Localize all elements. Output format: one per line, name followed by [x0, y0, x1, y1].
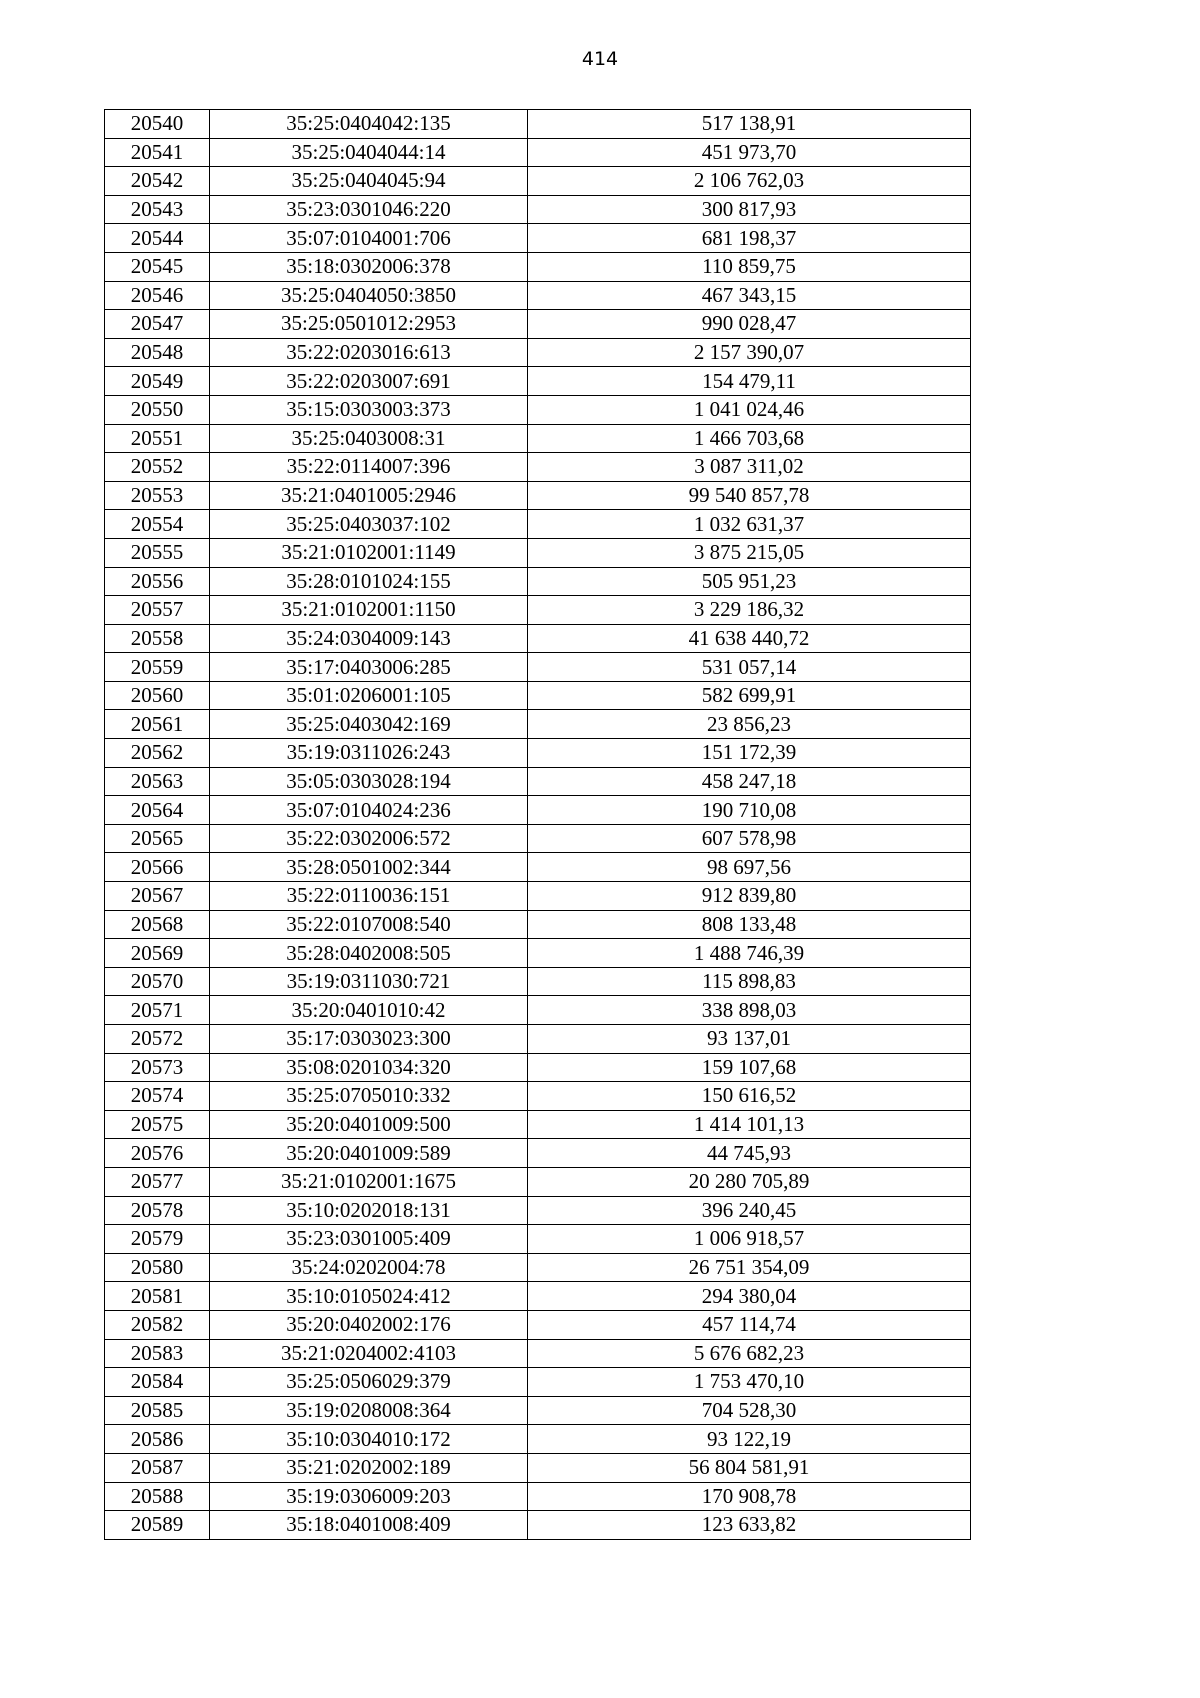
value-cell: 1 032 631,37 [528, 510, 971, 539]
value-cell: 1 753 470,10 [528, 1368, 971, 1397]
row-number-cell: 20583 [105, 1339, 210, 1368]
value-cell: 154 479,11 [528, 367, 971, 396]
value-cell: 1 466 703,68 [528, 424, 971, 453]
value-cell: 5 676 682,23 [528, 1339, 971, 1368]
cadastral-number-cell: 35:23:0301005:409 [210, 1225, 528, 1254]
cadastral-number-cell: 35:17:0403006:285 [210, 653, 528, 682]
value-cell: 2 106 762,03 [528, 167, 971, 196]
cadastral-number-cell: 35:19:0311030:721 [210, 967, 528, 996]
row-number-cell: 20576 [105, 1139, 210, 1168]
cadastral-number-cell: 35:20:0402002:176 [210, 1310, 528, 1339]
row-number-cell: 20542 [105, 167, 210, 196]
value-cell: 3 087 311,02 [528, 453, 971, 482]
cadastral-number-cell: 35:08:0201034:320 [210, 1053, 528, 1082]
table-row [105, 796, 971, 825]
table-row [105, 138, 971, 167]
cadastral-number-cell: 35:21:0401005:2946 [210, 481, 528, 510]
row-number-cell: 20549 [105, 367, 210, 396]
cadastral-number-cell: 35:21:0204002:4103 [210, 1339, 528, 1368]
table-row [105, 567, 971, 596]
row-number-cell: 20562 [105, 739, 210, 768]
row-number-cell: 20568 [105, 910, 210, 939]
row-number-cell: 20585 [105, 1396, 210, 1425]
row-number-cell: 20587 [105, 1453, 210, 1482]
table-row [105, 1053, 971, 1082]
table-row [105, 824, 971, 853]
cadastral-number-cell: 35:22:0203007:691 [210, 367, 528, 396]
table-row [105, 1139, 971, 1168]
value-cell: 912 839,80 [528, 882, 971, 911]
cadastral-number-cell: 35:19:0306009:203 [210, 1482, 528, 1511]
row-number-cell: 20547 [105, 310, 210, 339]
table-row [105, 1511, 971, 1540]
value-cell: 467 343,15 [528, 281, 971, 310]
table-row [105, 281, 971, 310]
page-number: 414 [581, 48, 619, 70]
cadastral-number-cell: 35:25:0501012:2953 [210, 310, 528, 339]
table-row [105, 1167, 971, 1196]
row-number-cell: 20569 [105, 939, 210, 968]
cadastral-number-cell: 35:21:0102001:1150 [210, 596, 528, 625]
cadastral-number-cell: 35:24:0304009:143 [210, 624, 528, 653]
value-cell: 41 638 440,72 [528, 624, 971, 653]
table-row [105, 882, 971, 911]
table-row [105, 310, 971, 339]
row-number-cell: 20589 [105, 1511, 210, 1540]
value-cell: 151 172,39 [528, 739, 971, 768]
row-number-cell: 20563 [105, 767, 210, 796]
value-cell: 300 817,93 [528, 195, 971, 224]
table-row [105, 424, 971, 453]
row-number-cell: 20577 [105, 1167, 210, 1196]
value-cell: 93 137,01 [528, 1025, 971, 1054]
table-row [105, 767, 971, 796]
value-cell: 681 198,37 [528, 224, 971, 253]
cadastral-number-cell: 35:05:0303028:194 [210, 767, 528, 796]
row-number-cell: 20575 [105, 1110, 210, 1139]
value-cell: 531 057,14 [528, 653, 971, 682]
row-number-cell: 20556 [105, 567, 210, 596]
cadastral-number-cell: 35:25:0403008:31 [210, 424, 528, 453]
value-cell: 159 107,68 [528, 1053, 971, 1082]
table-row [105, 252, 971, 281]
cadastral-number-cell: 35:28:0402008:505 [210, 939, 528, 968]
row-number-cell: 20559 [105, 653, 210, 682]
table-row [105, 453, 971, 482]
cadastral-number-cell: 35:01:0206001:105 [210, 681, 528, 710]
cadastral-number-cell: 35:25:0404042:135 [210, 110, 528, 139]
value-cell: 170 908,78 [528, 1482, 971, 1511]
table-row [105, 1368, 971, 1397]
table-row [105, 1482, 971, 1511]
row-number-cell: 20553 [105, 481, 210, 510]
cadastral-number-cell: 35:15:0303003:373 [210, 395, 528, 424]
cadastral-number-cell: 35:25:0404050:3850 [210, 281, 528, 310]
cadastral-number-cell: 35:10:0105024:412 [210, 1282, 528, 1311]
table-row [105, 1396, 971, 1425]
cadastral-number-cell: 35:28:0101024:155 [210, 567, 528, 596]
cadastral-number-cell: 35:25:0404044:14 [210, 138, 528, 167]
cadastral-number-cell: 35:19:0208008:364 [210, 1396, 528, 1425]
table-row [105, 395, 971, 424]
row-number-cell: 20588 [105, 1482, 210, 1511]
value-cell: 56 804 581,91 [528, 1453, 971, 1482]
table-row [105, 110, 971, 139]
cadastral-number-cell: 35:28:0501002:344 [210, 853, 528, 882]
row-number-cell: 20574 [105, 1082, 210, 1111]
value-cell: 123 633,82 [528, 1511, 971, 1540]
row-number-cell: 20557 [105, 596, 210, 625]
cadastral-number-cell: 35:25:0404045:94 [210, 167, 528, 196]
value-cell: 1 414 101,13 [528, 1110, 971, 1139]
table-row [105, 1025, 971, 1054]
row-number-cell: 20551 [105, 424, 210, 453]
row-number-cell: 20545 [105, 252, 210, 281]
table-row [105, 1196, 971, 1225]
table-row [105, 367, 971, 396]
value-cell: 99 540 857,78 [528, 481, 971, 510]
table-row [105, 1110, 971, 1139]
value-cell: 607 578,98 [528, 824, 971, 853]
value-cell: 98 697,56 [528, 853, 971, 882]
cadastral-number-cell: 35:22:0107008:540 [210, 910, 528, 939]
table-row [105, 739, 971, 768]
value-cell: 294 380,04 [528, 1282, 971, 1311]
cadastral-number-cell: 35:22:0203016:613 [210, 338, 528, 367]
value-cell: 3 229 186,32 [528, 596, 971, 625]
table-row [105, 910, 971, 939]
row-number-cell: 20546 [105, 281, 210, 310]
row-number-cell: 20566 [105, 853, 210, 882]
value-cell: 190 710,08 [528, 796, 971, 825]
table-row [105, 996, 971, 1025]
table-row [105, 853, 971, 882]
value-cell: 26 751 354,09 [528, 1253, 971, 1282]
cadastral-number-cell: 35:22:0302006:572 [210, 824, 528, 853]
cadastral-value-table [104, 109, 971, 1540]
row-number-cell: 20570 [105, 967, 210, 996]
row-number-cell: 20558 [105, 624, 210, 653]
cadastral-number-cell: 35:25:0403042:169 [210, 710, 528, 739]
cadastral-number-cell: 35:19:0311026:243 [210, 739, 528, 768]
cadastral-number-cell: 35:21:0102001:1675 [210, 1167, 528, 1196]
value-cell: 990 028,47 [528, 310, 971, 339]
cadastral-number-cell: 35:25:0506029:379 [210, 1368, 528, 1397]
row-number-cell: 20548 [105, 338, 210, 367]
value-cell: 2 157 390,07 [528, 338, 971, 367]
cadastral-number-cell: 35:10:0304010:172 [210, 1425, 528, 1454]
value-cell: 150 616,52 [528, 1082, 971, 1111]
cadastral-number-cell: 35:25:0403037:102 [210, 510, 528, 539]
table-row [105, 1425, 971, 1454]
table-row [105, 1253, 971, 1282]
table-row [105, 1453, 971, 1482]
table-row [105, 1310, 971, 1339]
table-row [105, 224, 971, 253]
row-number-cell: 20571 [105, 996, 210, 1025]
table-row [105, 653, 971, 682]
row-number-cell: 20586 [105, 1425, 210, 1454]
cadastral-number-cell: 35:22:0114007:396 [210, 453, 528, 482]
table-row [105, 939, 971, 968]
cadastral-number-cell: 35:07:0104001:706 [210, 224, 528, 253]
table-row [105, 710, 971, 739]
row-number-cell: 20573 [105, 1053, 210, 1082]
cadastral-number-cell: 35:23:0301046:220 [210, 195, 528, 224]
value-cell: 1 006 918,57 [528, 1225, 971, 1254]
row-number-cell: 20584 [105, 1368, 210, 1397]
table-row [105, 338, 971, 367]
table-row [105, 538, 971, 567]
row-number-cell: 20572 [105, 1025, 210, 1054]
value-cell: 396 240,45 [528, 1196, 971, 1225]
cadastral-number-cell: 35:21:0102001:1149 [210, 538, 528, 567]
cadastral-number-cell: 35:20:0401010:42 [210, 996, 528, 1025]
row-number-cell: 20564 [105, 796, 210, 825]
table-row [105, 596, 971, 625]
row-number-cell: 20552 [105, 453, 210, 482]
table-row [105, 967, 971, 996]
cadastral-number-cell: 35:24:0202004:78 [210, 1253, 528, 1282]
value-cell: 704 528,30 [528, 1396, 971, 1425]
row-number-cell: 20578 [105, 1196, 210, 1225]
table-row [105, 195, 971, 224]
table-row [105, 624, 971, 653]
data-table-container [104, 109, 971, 1540]
row-number-cell: 20560 [105, 681, 210, 710]
row-number-cell: 20550 [105, 395, 210, 424]
row-number-cell: 20565 [105, 824, 210, 853]
cadastral-number-cell: 35:10:0202018:131 [210, 1196, 528, 1225]
row-number-cell: 20554 [105, 510, 210, 539]
value-cell: 1 041 024,46 [528, 395, 971, 424]
cadastral-number-cell: 35:22:0110036:151 [210, 882, 528, 911]
value-cell: 451 973,70 [528, 138, 971, 167]
row-number-cell: 20541 [105, 138, 210, 167]
value-cell: 3 875 215,05 [528, 538, 971, 567]
value-cell: 458 247,18 [528, 767, 971, 796]
value-cell: 110 859,75 [528, 252, 971, 281]
table-row [105, 510, 971, 539]
row-number-cell: 20544 [105, 224, 210, 253]
row-number-cell: 20555 [105, 538, 210, 567]
table-row [105, 1282, 971, 1311]
value-cell: 517 138,91 [528, 110, 971, 139]
cadastral-number-cell: 35:20:0401009:500 [210, 1110, 528, 1139]
table-row [105, 167, 971, 196]
value-cell: 808 133,48 [528, 910, 971, 939]
cadastral-number-cell: 35:18:0302006:378 [210, 252, 528, 281]
cadastral-number-cell: 35:25:0705010:332 [210, 1082, 528, 1111]
table-row [105, 481, 971, 510]
value-cell: 457 114,74 [528, 1310, 971, 1339]
row-number-cell: 20581 [105, 1282, 210, 1311]
row-number-cell: 20543 [105, 195, 210, 224]
row-number-cell: 20579 [105, 1225, 210, 1254]
table-row [105, 1082, 971, 1111]
value-cell: 115 898,83 [528, 967, 971, 996]
value-cell: 44 745,93 [528, 1139, 971, 1168]
cadastral-number-cell: 35:18:0401008:409 [210, 1511, 528, 1540]
cadastral-number-cell: 35:17:0303023:300 [210, 1025, 528, 1054]
value-cell: 505 951,23 [528, 567, 971, 596]
table-row [105, 681, 971, 710]
table-row [105, 1225, 971, 1254]
row-number-cell: 20561 [105, 710, 210, 739]
row-number-cell: 20567 [105, 882, 210, 911]
row-number-cell: 20540 [105, 110, 210, 139]
table-row [105, 1339, 971, 1368]
cadastral-number-cell: 35:21:0202002:189 [210, 1453, 528, 1482]
table-body [105, 110, 971, 1540]
value-cell: 20 280 705,89 [528, 1167, 971, 1196]
value-cell: 1 488 746,39 [528, 939, 971, 968]
row-number-cell: 20580 [105, 1253, 210, 1282]
cadastral-number-cell: 35:20:0401009:589 [210, 1139, 528, 1168]
value-cell: 93 122,19 [528, 1425, 971, 1454]
row-number-cell: 20582 [105, 1310, 210, 1339]
value-cell: 23 856,23 [528, 710, 971, 739]
value-cell: 338 898,03 [528, 996, 971, 1025]
value-cell: 582 699,91 [528, 681, 971, 710]
cadastral-number-cell: 35:07:0104024:236 [210, 796, 528, 825]
